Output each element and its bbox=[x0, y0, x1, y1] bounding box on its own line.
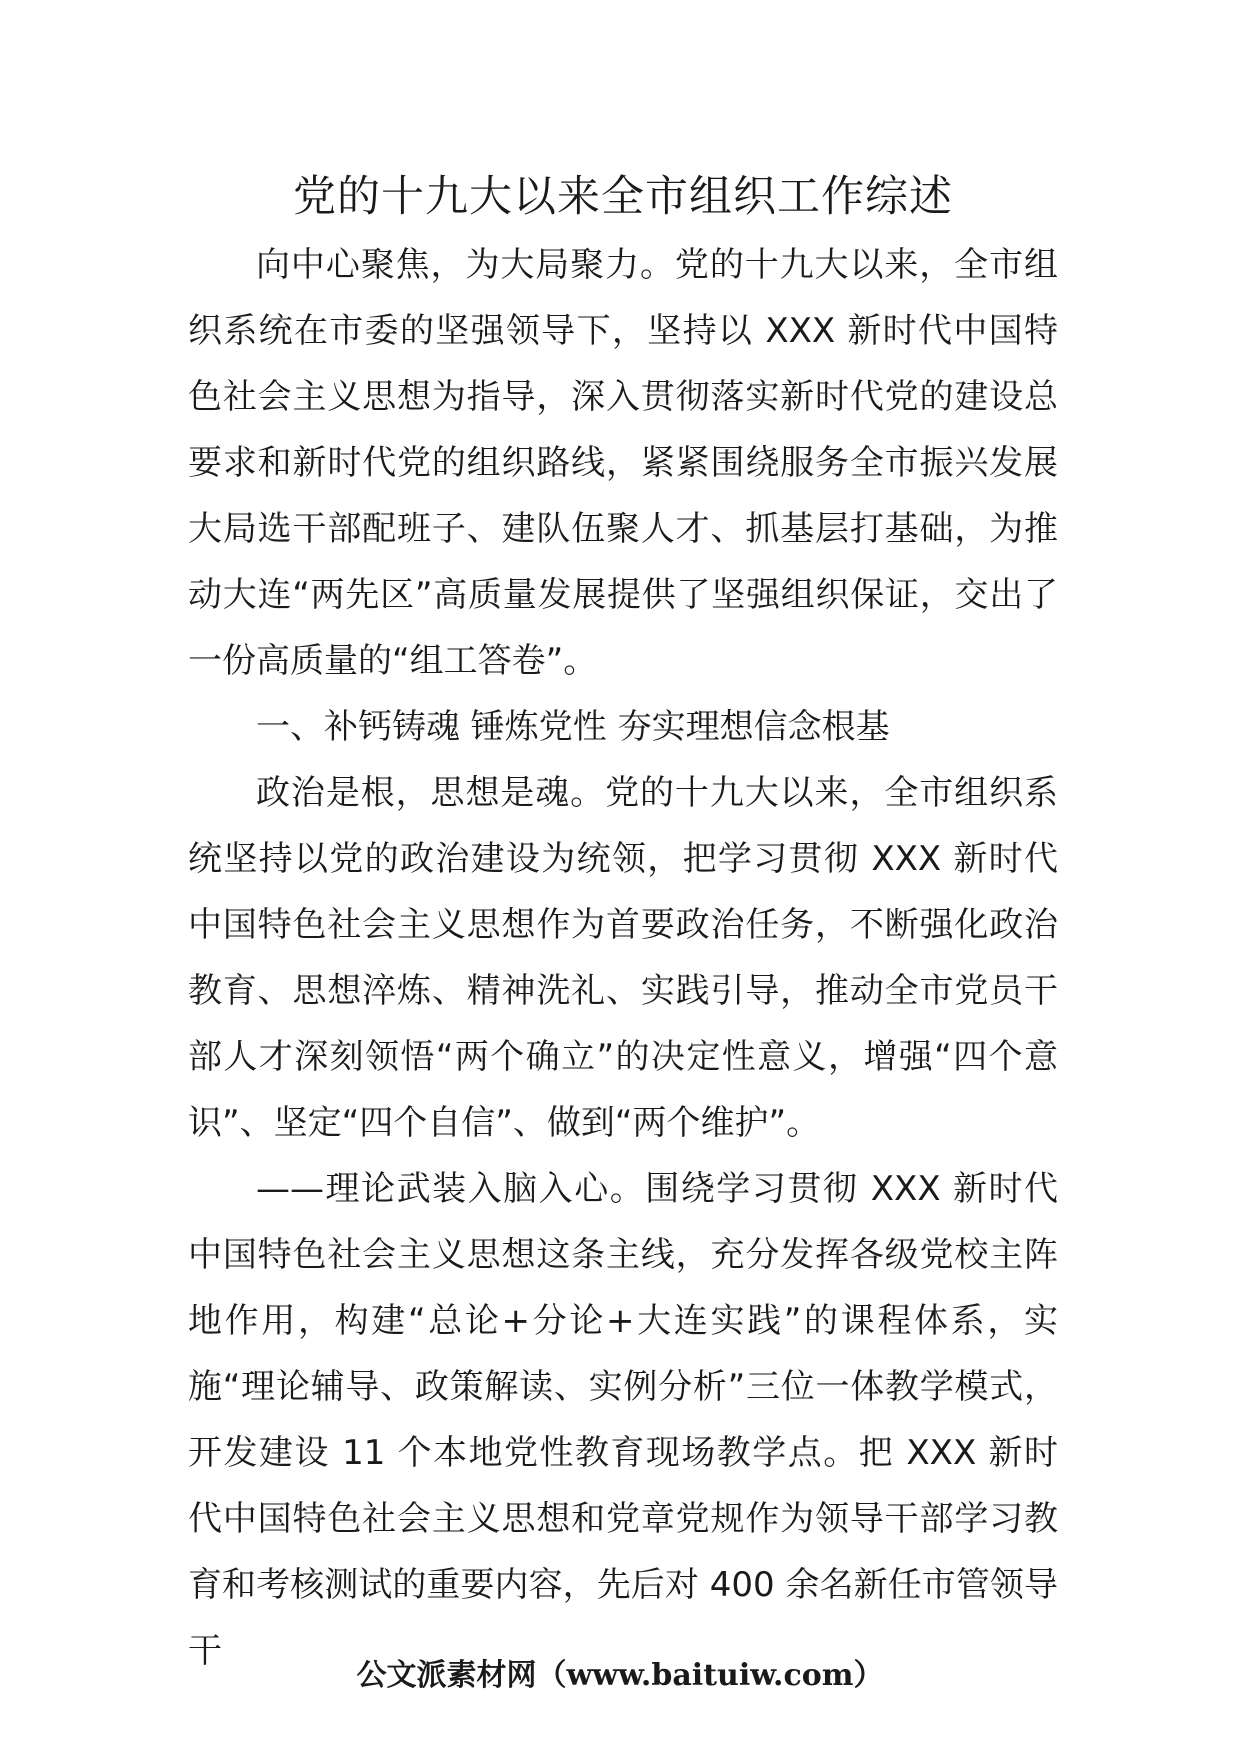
paragraph-theory: ——理论武装入脑入心。围绕学习贯彻 XXX 新时代中国特色社会主义思想这条主线，充分发挥各级党校主阵地作用，构建“总论+分论+大连实践”的课程体系，实施“理论辅导、政策解读、实例分析”三位一体教学模式，开发建设 11 个本地党性教育现场教学点。把 XXX 新时代中国特色社会主义思想和党章党规作为领导干部学习教育和考核测试的重要内容，先后对 400 余名新任市管领导干 bbox=[188, 1169, 1058, 1671]
paragraph-intro: 向中心聚焦，为大局聚力。党的十九大以来，全市组织系统在市委的坚强领导下，坚持以 XXX 新时代中国特色社会主义思想为指导，深入贯彻落实新时代党的建设总要求和新时代党的组织路线，紧紧围绕服务全市振兴发展大局选干部配班子、建队伍聚人才、抓基层打基础，为推动大连“两先区”高质量发展提供了坚强组织保证，交出了一份高质量的“组工答卷”。 bbox=[188, 245, 1058, 681]
document-page bbox=[188, 168, 1058, 1684]
paragraph-politics: 政治是根，思想是魂。党的十九大以来，全市组织系统坚持以党的政治建设为统领，把学习贯彻 XXX 新时代中国特色社会主义思想作为首要政治任务，不断强化政治教育、思想淬炼、精神洗礼、实践引导，推动全市党员干部人才深刻领悟“两个确立”的决定性意义，增强“四个意识”、坚定“四个自信”、做到“两个维护”。 bbox=[188, 773, 1058, 1143]
section-heading-1: 一、补钙铸魂 锤炼党性 夯实理想信念根基 bbox=[256, 707, 890, 747]
footer-watermark: 公文派素材网（www.baituiw.com） bbox=[356, 1658, 884, 1693]
document-title: 党的十九大以来全市组织工作综述 bbox=[293, 172, 953, 222]
